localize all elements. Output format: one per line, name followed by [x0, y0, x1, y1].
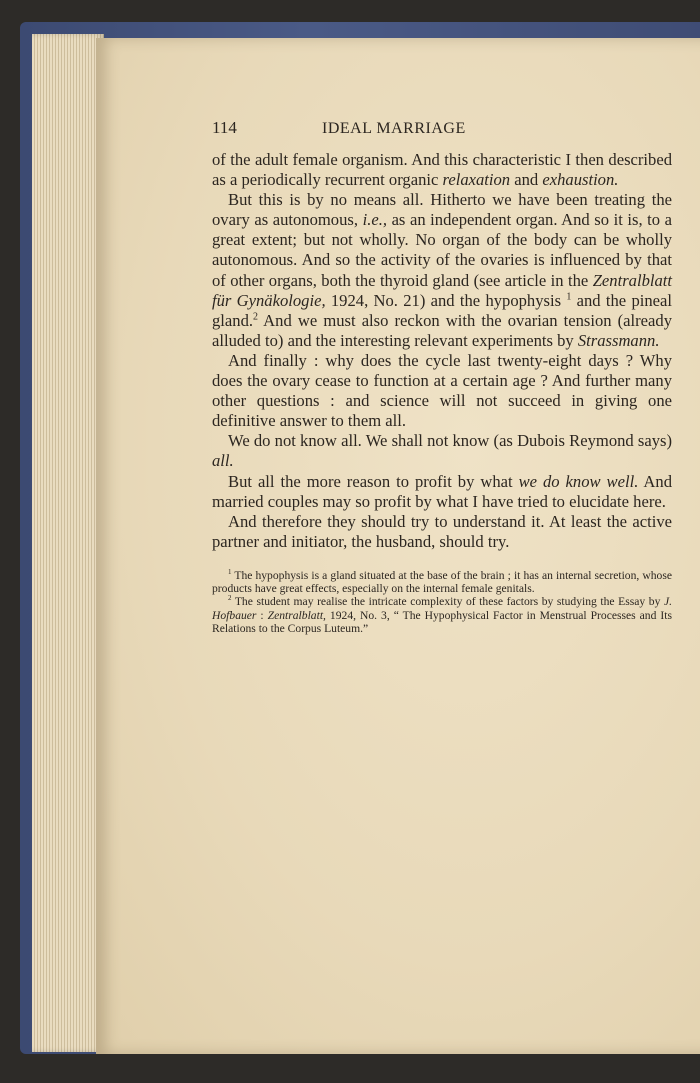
page-text	[212, 118, 672, 635]
italic-text: all.	[212, 451, 234, 471]
page-edges	[32, 34, 104, 1052]
text-run: And therefore they should try to understand it. At least the active partner and initiator, the husband, should try.	[212, 511, 672, 551]
paragraph	[212, 472, 672, 512]
text-run: But all the more reason to profit by what	[228, 471, 519, 491]
footnote-marker: 2	[228, 594, 232, 603]
paragraph	[212, 431, 672, 471]
footnote	[212, 595, 672, 635]
text-run: 1924, No. 21) and the hypophysis	[325, 290, 567, 310]
italic-text: we do know well.	[518, 471, 639, 491]
footnote	[212, 569, 672, 596]
text-run: And married couples may so profit by what I have tried to elucidate here.	[212, 471, 672, 511]
text-run: and the pineal gland.	[212, 290, 672, 330]
italic-text: Zentralblatt,	[267, 608, 326, 622]
italic-text: J. Hofbauer	[212, 595, 672, 622]
italic-text: exhaustion.	[542, 170, 619, 190]
footnote-marker: 1	[566, 291, 572, 303]
paragraph	[212, 351, 672, 431]
italic-text: i.e.,	[362, 210, 387, 230]
body-text	[212, 150, 672, 552]
text-run: of the adult female organism. And this characteristic I then described as a periodically recurrent organic	[212, 150, 672, 190]
text-run: And finally : why does the cycle last twenty-eight days ? Why does the ovary cease to function at a certain age ? And further many other questions : and science will not succeed in giving one definitive answer to them all.	[212, 350, 672, 431]
footnote-marker: 1	[228, 568, 232, 577]
text-run: and	[510, 170, 543, 190]
italic-text: relaxation	[442, 170, 511, 190]
text-run: as an independent organ. And so it is, to a great extent; but not wholly. No organ of the body can be wholly autonomous. And so the activity of the ovaries is influenced by that of other organs, both the thyroid gland (see article in the	[212, 210, 672, 290]
paragraph	[212, 512, 672, 552]
italic-text: Zentralblatt für Gynäkologie,	[212, 270, 672, 310]
running-title: IDEAL MARRIAGE	[322, 120, 466, 137]
footnote-marker: 2	[253, 311, 258, 323]
paragraph	[212, 190, 672, 351]
text-run: The hypophysis is a gland situated at the base of the brain ; it has an internal secretion, whose products have great effects, especially on the internal female genitals.	[212, 568, 672, 596]
footnotes	[212, 569, 672, 635]
paragraph	[212, 150, 672, 190]
text-run: And we must also reckon with the ovarian tension (already alluded to) and the interesting relevant experiments by	[212, 310, 672, 350]
text-run: We do not know all. We shall not know (as Dubois Reymond says)	[228, 431, 672, 451]
text-run: The student may realise the intricate complexity of these factors by studying the Essay by	[231, 595, 664, 609]
text-run: But this is by no means all. Hitherto we have been treating the ovary as autonomous,	[212, 190, 672, 230]
page-number: 114	[212, 118, 237, 137]
text-run: :	[256, 608, 268, 622]
italic-text: Strassmann.	[577, 330, 660, 350]
text-run: 1924, No. 3, “ The Hypophysical Factor in Menstrual Processes and Its Relations to the Corpus Luteum.”	[212, 608, 672, 636]
page-header	[212, 118, 672, 142]
